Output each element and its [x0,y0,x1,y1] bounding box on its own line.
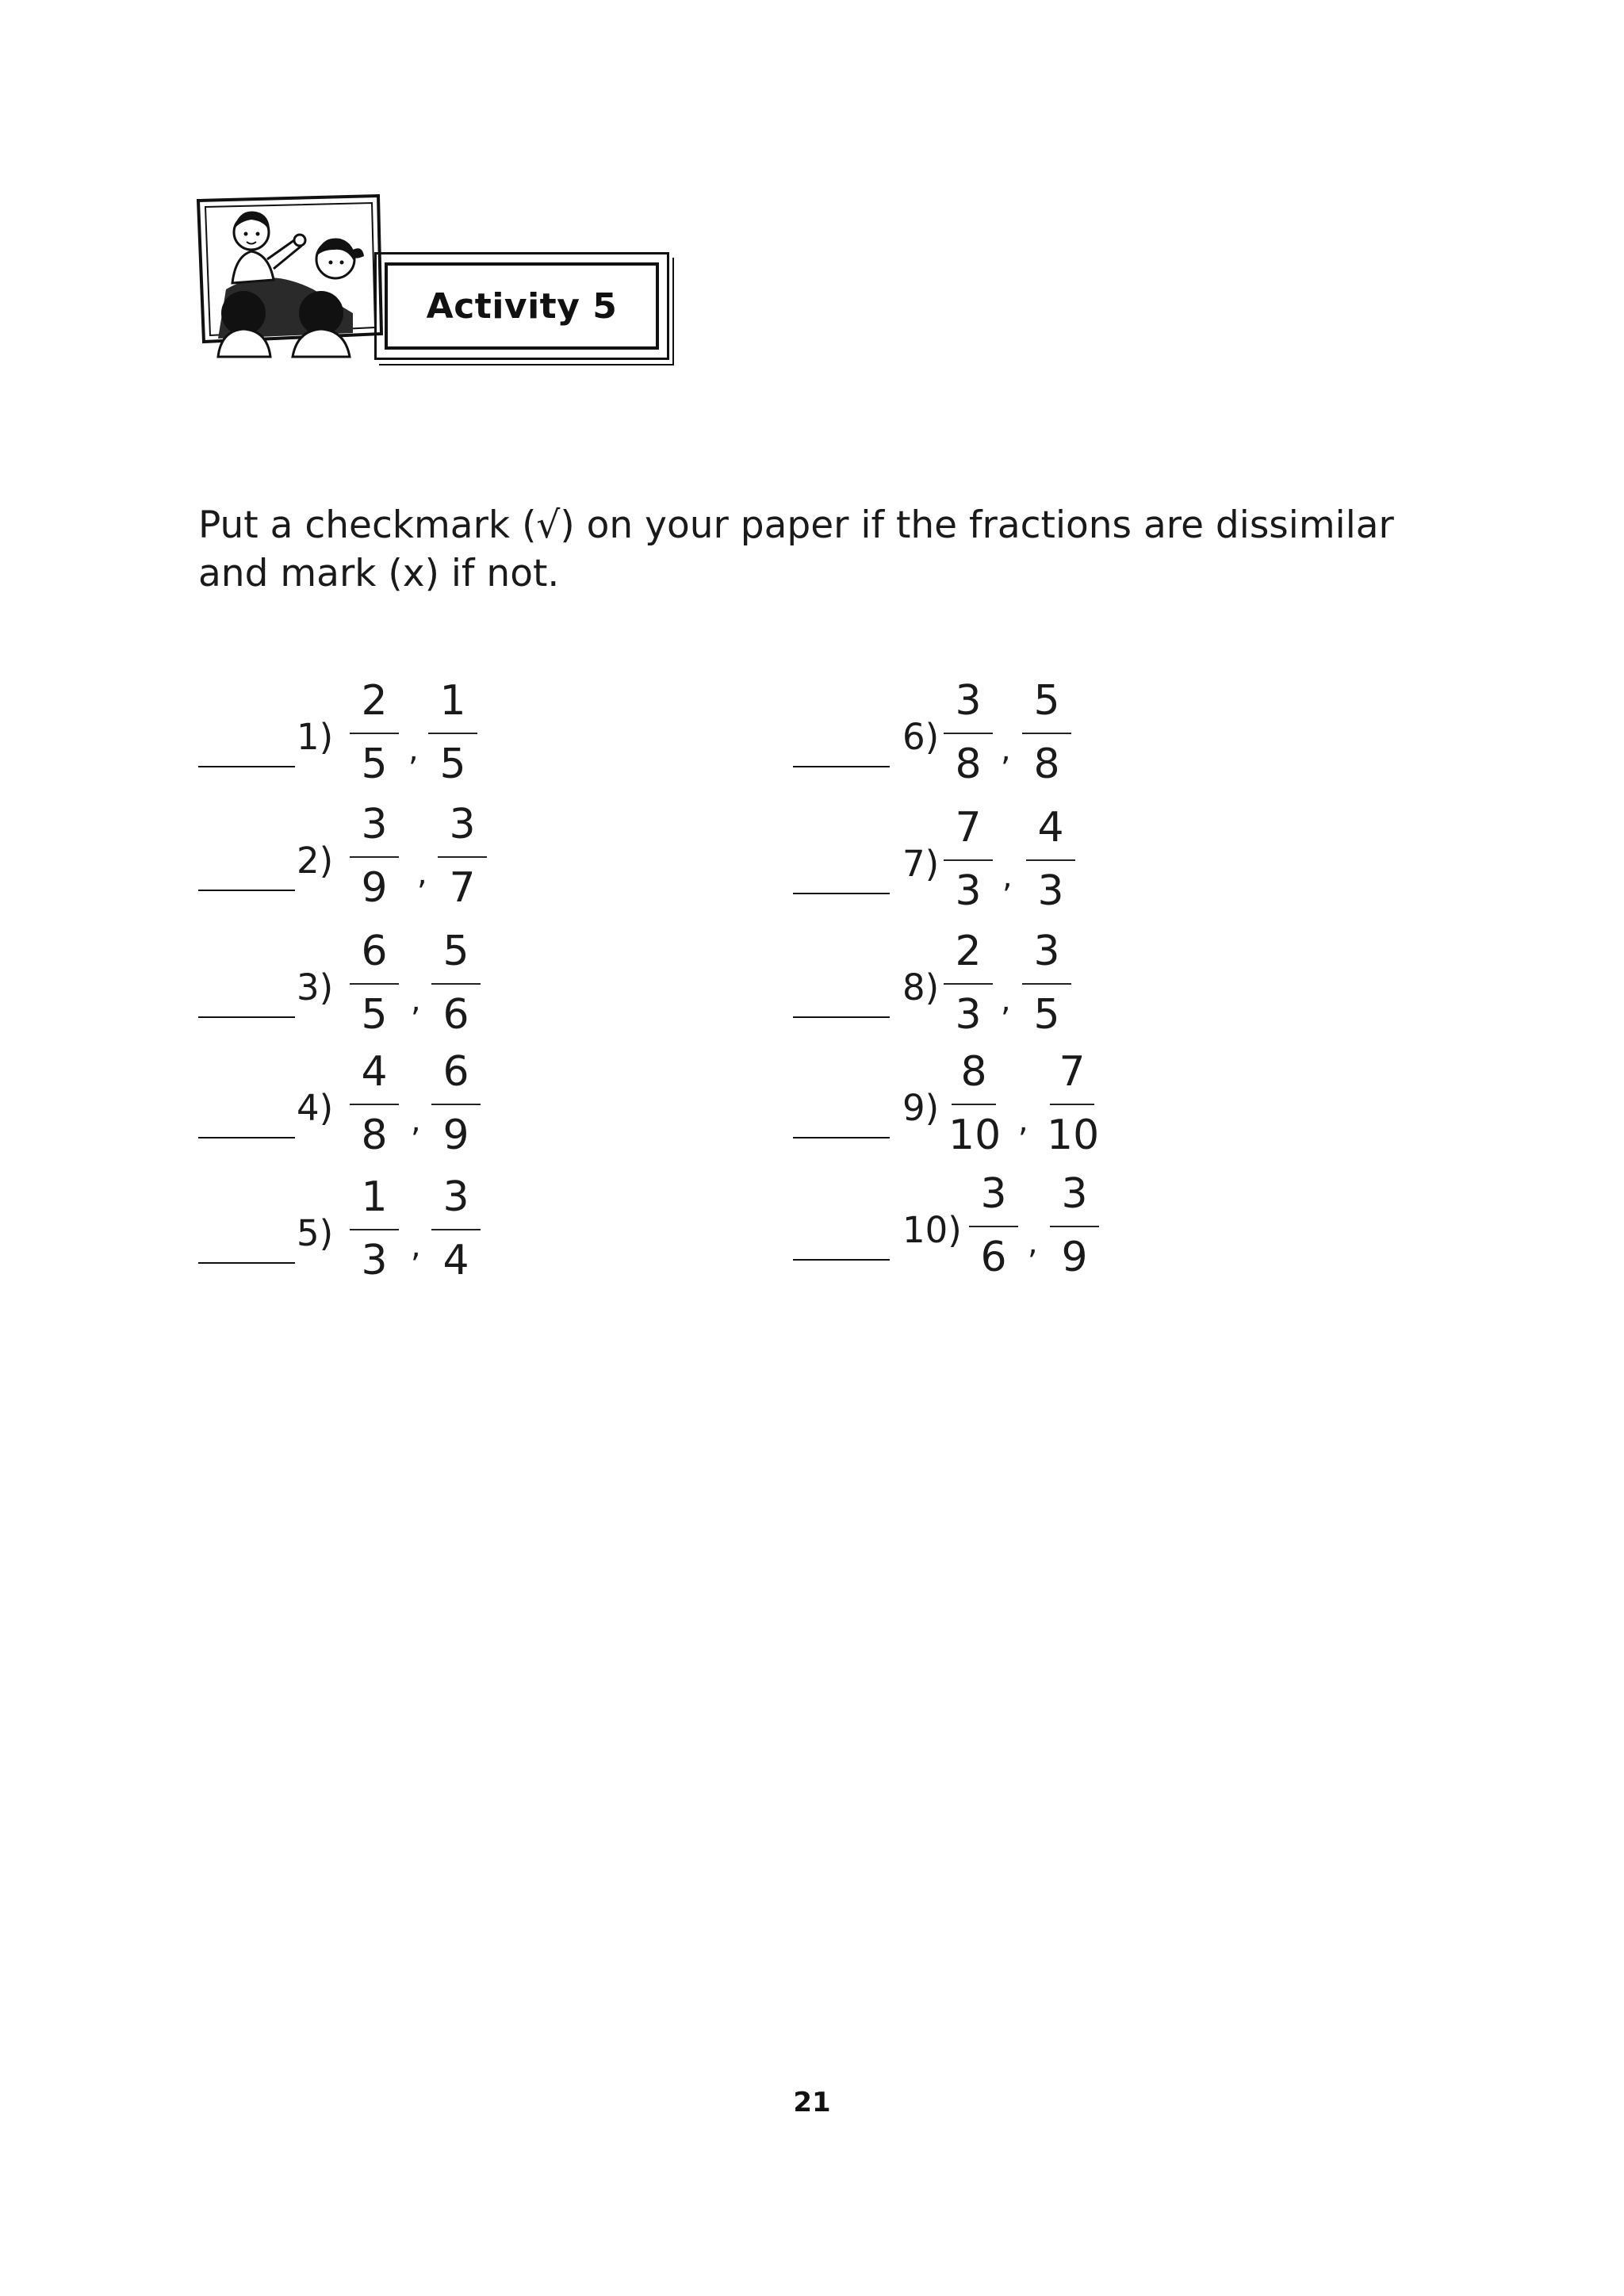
fraction [347,799,402,926]
exercise-item [198,1172,515,1299]
denominator: 10 [948,1112,1002,1159]
page-number: 21 [793,2087,831,2118]
answer-blank[interactable] [793,1016,890,1018]
fraction [425,675,481,802]
answer-blank[interactable] [793,1137,890,1138]
numerator: 1 [361,1173,388,1221]
numerator: 3 [449,801,476,848]
fraction-bar [944,983,993,985]
fraction [1023,802,1078,929]
denominator: 10 [1047,1112,1100,1159]
item-number: 2) [297,840,334,882]
comma-separator: , [1001,732,1011,768]
fraction-bar [944,859,993,861]
exercise-item [793,926,1126,1053]
fraction-bar [350,1229,399,1230]
numerator: 3 [361,801,388,848]
fraction-bar [969,1226,1018,1227]
fraction [940,802,996,929]
answer-blank[interactable] [198,1137,295,1138]
comma-separator: , [1018,1103,1028,1139]
exercise-item [198,799,515,926]
numerator: 3 [980,1170,1007,1218]
fraction [966,1169,1021,1295]
fraction [1019,926,1074,1053]
denominator: 9 [442,1112,469,1159]
fraction [435,799,490,926]
exercise-item [198,1047,515,1173]
fraction [940,926,996,1053]
activity-title-frame [385,262,659,350]
answer-blank[interactable] [198,766,295,767]
fraction [347,926,402,1053]
item-number: 1) [297,716,334,758]
fraction [428,1047,484,1173]
item-number: 6) [902,716,940,758]
denominator: 9 [1061,1234,1088,1281]
fraction-bar [350,856,399,858]
numerator: 7 [1059,1048,1086,1096]
fraction-bar [952,1104,996,1105]
answer-blank[interactable] [793,893,890,894]
fraction-bar [350,983,399,985]
item-number: 10) [902,1209,962,1251]
item-number: 9) [902,1087,940,1129]
comma-separator: , [1028,1225,1038,1261]
fraction-bar [944,733,993,734]
fraction [1047,1047,1100,1173]
fraction-bar [431,1229,481,1230]
fraction-bar [1050,1226,1099,1227]
denominator: 5 [1033,991,1060,1039]
numerator: 5 [1033,677,1060,725]
denominator: 3 [361,1237,388,1284]
fraction-bar [1022,983,1071,985]
answer-blank[interactable] [198,1262,295,1264]
numerator: 2 [955,928,982,975]
fraction-bar [1022,733,1071,734]
numerator: 3 [1061,1170,1088,1218]
denominator: 7 [449,864,476,912]
denominator: 5 [361,740,388,788]
comma-separator: , [411,982,421,1019]
item-number: 5) [297,1212,334,1254]
activity-title: Activity 5 [426,285,618,327]
denominator: 8 [1033,740,1060,788]
answer-blank[interactable] [198,890,295,891]
denominator: 8 [361,1112,388,1159]
exercise-item [198,926,515,1053]
comma-separator: , [408,732,419,768]
numerator: 8 [960,1048,987,1096]
numerator: 3 [442,1173,469,1221]
fraction-bar [428,733,477,734]
instructions-line-1: Put a checkmark (√) on your paper if the fractions are dissimilar [198,503,1394,547]
fraction-bar [1050,1104,1094,1105]
denominator: 3 [1037,867,1064,915]
denominator: 3 [955,991,982,1039]
activity-title-box [374,252,669,360]
fraction [347,1172,402,1299]
fraction-bar [438,856,487,858]
answer-blank[interactable] [198,1016,295,1018]
numerator: 3 [955,677,982,725]
denominator: 8 [955,740,982,788]
numerator: 7 [955,804,982,851]
denominator: 9 [361,864,388,912]
numerator: 1 [439,677,466,725]
exercise-item [793,802,1126,929]
item-number: 4) [297,1087,334,1129]
fraction [428,1172,484,1299]
instructions-line-2: and mark (x) if not. [198,552,560,595]
comma-separator: , [417,855,427,892]
numerator: 3 [1033,928,1060,975]
numerator: 5 [442,928,469,975]
denominator: 5 [439,740,466,788]
denominator: 4 [442,1237,469,1284]
fraction [428,926,484,1053]
exercise-item [198,675,515,802]
numerator: 6 [361,928,388,975]
answer-blank[interactable] [793,1259,890,1261]
instructions [198,501,1435,598]
numerator: 2 [361,677,388,725]
exercise-item [793,1169,1142,1295]
fraction-bar [350,1104,399,1105]
fraction [347,1047,402,1173]
answer-blank[interactable] [793,766,890,767]
item-number: 8) [902,966,940,1008]
classroom-illustration [194,194,385,361]
fraction [948,1047,1002,1173]
item-number: 7) [902,843,940,885]
denominator: 6 [980,1234,1007,1281]
numerator: 4 [361,1048,388,1096]
fraction-bar [1026,859,1075,861]
item-number: 3) [297,966,334,1008]
fraction [940,675,996,802]
numerator: 6 [442,1048,469,1096]
numerator: 4 [1037,804,1064,851]
denominator: 5 [361,991,388,1039]
fraction-bar [350,733,399,734]
fraction-bar [431,983,481,985]
comma-separator: , [1001,982,1011,1019]
exercise-item [793,675,1126,802]
exercise-item [793,1047,1142,1173]
denominator: 3 [955,867,982,915]
comma-separator: , [411,1103,421,1139]
fraction [347,675,402,802]
comma-separator: , [411,1228,421,1265]
fraction [1019,675,1074,802]
fraction-bar [431,1104,481,1105]
comma-separator: , [1002,859,1013,895]
fraction [1047,1169,1102,1295]
denominator: 6 [442,991,469,1039]
